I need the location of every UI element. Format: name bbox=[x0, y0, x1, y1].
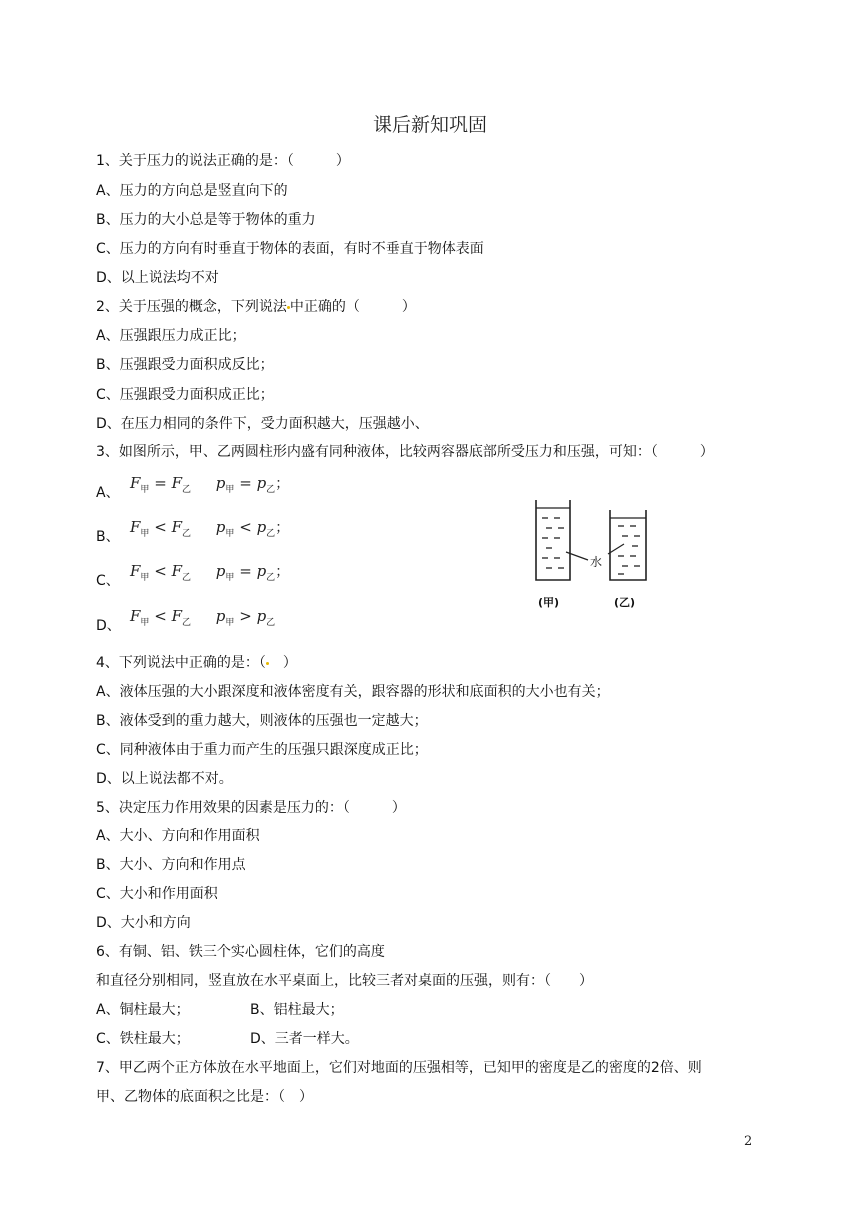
container-yi-outline bbox=[610, 510, 646, 580]
question-3-option-b-formula: $F_甲 < F_乙$ $p_甲 < p_乙$； bbox=[130, 518, 290, 539]
question-3-option-c-label: C、 bbox=[96, 573, 120, 589]
question-2-option-a: A、压强跟压力成正比； bbox=[96, 328, 246, 344]
question-2-option-c: C、压强跟受力面积成正比； bbox=[96, 387, 274, 403]
question-3-option-b-label: B、 bbox=[96, 529, 120, 545]
question-4-stem-part-a: 4、下列说法中正确的是：（ bbox=[96, 655, 266, 671]
question-1-option-b: B、压力的大小总是等于物体的重力 bbox=[96, 212, 316, 228]
question-3-option-a-label: A、 bbox=[96, 485, 120, 501]
question-1-option-a: A、压力的方向总是竖直向下的 bbox=[96, 183, 288, 199]
question-3-option-d-label: D、 bbox=[96, 618, 121, 634]
question-2-option-d: D、在压力相同的条件下，受力面积越大，压强越小、 bbox=[96, 416, 429, 432]
question-4-option-d: D、以上说法都不对。 bbox=[96, 771, 233, 787]
question-5-option-c: C、大小和作用面积 bbox=[96, 886, 218, 902]
question-3-option-c-formula: $F_甲 < F_乙$ $p_甲 = p_乙$； bbox=[130, 562, 290, 583]
question-4-option-c: C、同种液体由于重力而产生的压强只跟深度成正比； bbox=[96, 742, 428, 758]
container-jia-label: (甲) bbox=[538, 596, 560, 609]
container-jia-outline bbox=[536, 500, 570, 580]
question-1-option-d: D、以上说法均不对 bbox=[96, 270, 219, 286]
question-7-stem-line-2: 甲、乙物体的底面积之比是：（ ） bbox=[96, 1089, 313, 1105]
question-5-stem: 5、决定压力作用效果的因素是压力的：（ ） bbox=[96, 800, 406, 816]
question-2-stem-part-a: 2、关于压强的概念，下列说法 bbox=[96, 299, 287, 315]
page-title: 课后新知巩固 bbox=[372, 114, 487, 136]
container-figure bbox=[524, 496, 654, 618]
question-6-stem-line-1: 6、有铜、铝、铁三个实心圆柱体，它们的高度 bbox=[96, 944, 385, 960]
question-7-stem-line-1: 7、甲乙两个正方体放在水平地面上，它们对地面的压强相等，已知甲的密度是乙的密度的2倍、则 bbox=[96, 1060, 702, 1076]
question-1-option-c: C、压力的方向有时垂直于物体的表面，有时不垂直于物体表面 bbox=[96, 241, 484, 257]
question-6-option-d: D、三者一样大。 bbox=[250, 1031, 359, 1047]
question-4-option-b: B、液体受到的重力越大，则液体的压强也一定越大； bbox=[96, 713, 428, 729]
question-6-option-a: A、铜柱最大； bbox=[96, 1002, 190, 1018]
container-yi-label: (乙) bbox=[614, 596, 636, 609]
question-4-stem-part-b: ） bbox=[268, 655, 297, 671]
question-5-option-d: D、大小和方向 bbox=[96, 915, 191, 931]
question-5-option-b: B、大小、方向和作用点 bbox=[96, 857, 246, 873]
question-4-stem bbox=[96, 654, 297, 672]
question-3-stem: 3、如图所示，甲、乙两圆柱形内盛有同种液体，比较两容器底部所受压力和压强，可知：（ ） bbox=[96, 444, 714, 460]
question-2-option-b: B、压强跟受力面积成反比； bbox=[96, 357, 274, 373]
question-5-option-a: A、大小、方向和作用面积 bbox=[96, 828, 260, 844]
question-3-option-a-formula: $F_甲 = F_乙$ $p_甲 = p_乙$； bbox=[130, 474, 290, 495]
question-3-option-d-formula: $F_甲 < F_乙$ $p_甲 > p_乙$ bbox=[130, 607, 276, 628]
question-1-stem: 1、关于压力的说法正确的是：（ ） bbox=[96, 153, 350, 169]
liquid-label: 水 bbox=[590, 555, 603, 569]
question-2-stem bbox=[96, 298, 416, 316]
question-6-option-c: C、铁柱最大； bbox=[96, 1031, 190, 1047]
question-2-stem-part-b: 中正确的（ ） bbox=[289, 299, 416, 315]
question-6-stem-line-2: 和直径分别相同，竖直放在水平桌面上，比较三者对桌面的压强，则有：（ ） bbox=[96, 973, 593, 989]
question-4-option-a: A、液体压强的大小跟深度和液体密度有关，跟容器的形状和底面积的大小也有关； bbox=[96, 684, 610, 700]
page-number: 2 bbox=[744, 1134, 753, 1149]
question-6-option-b: B、铝柱最大； bbox=[250, 1002, 344, 1018]
